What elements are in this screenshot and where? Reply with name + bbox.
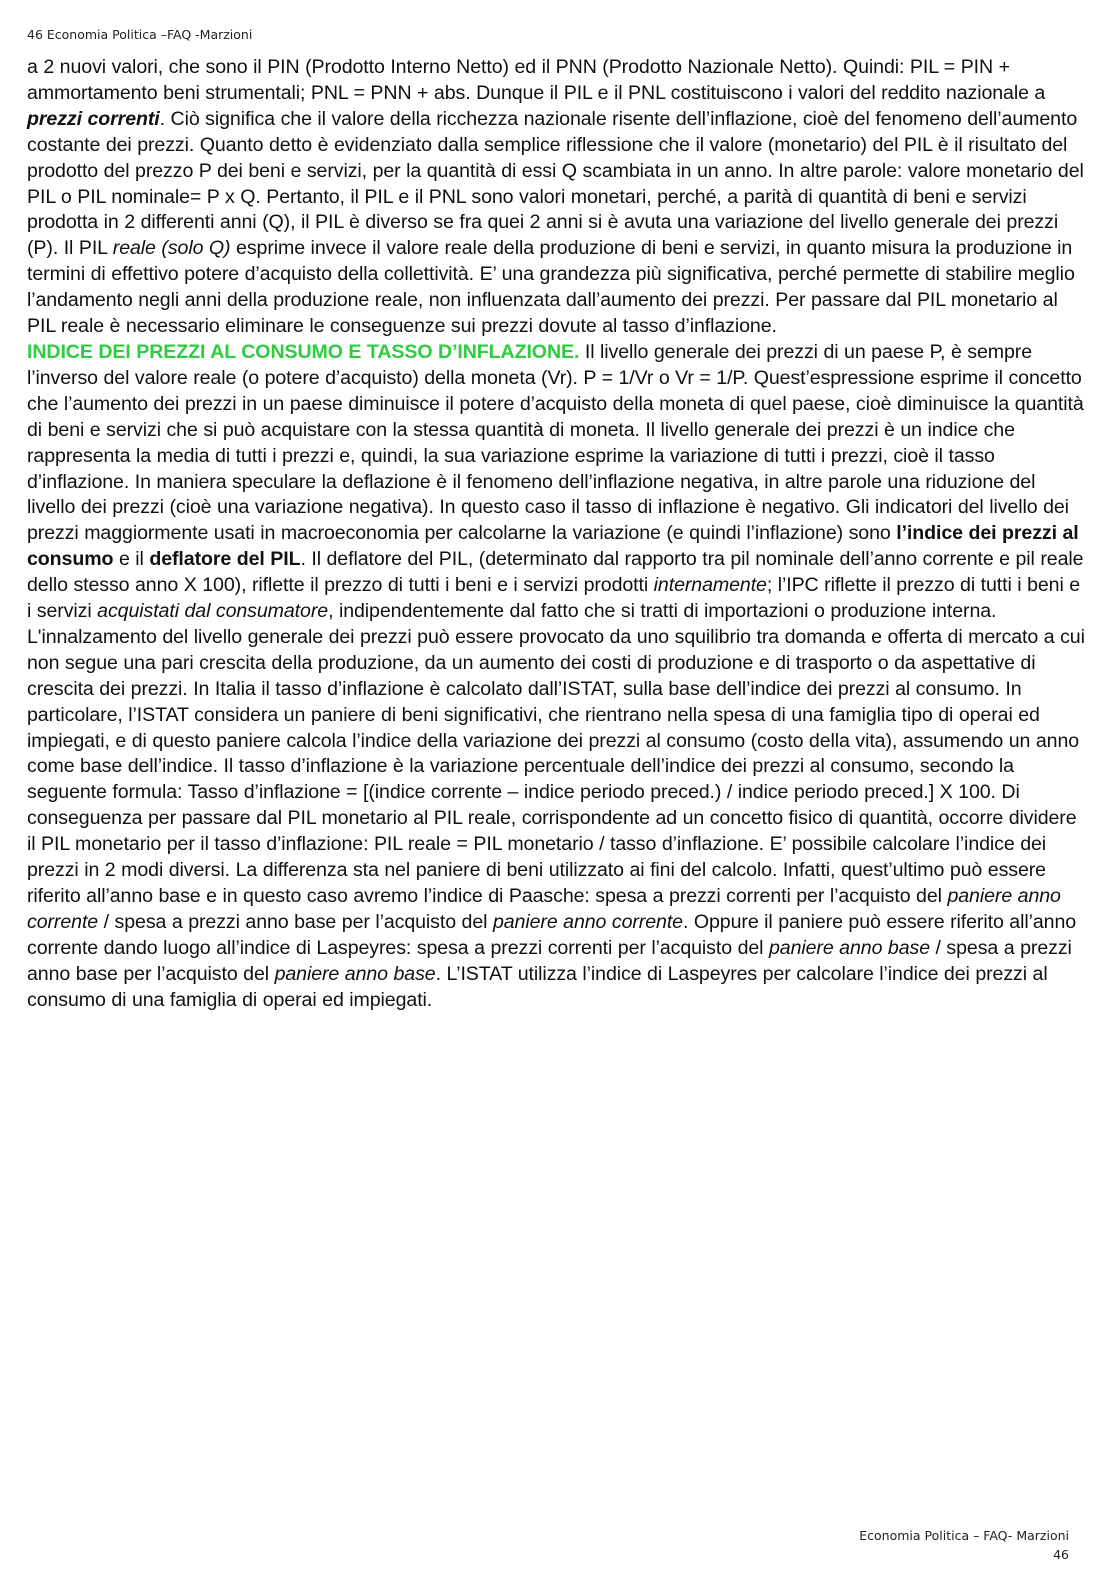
paragraph-indice-prezzi: [27, 340, 1089, 1014]
text-run: . L’ISTAT utilizza l’indice di Laspeyres per calcolare l’indice dei prezzi al consumo di una famiglia di operai ed impiegati.: [27, 962, 1048, 1011]
text-run: e il: [113, 548, 150, 571]
text-run: . Oppure il paniere può essere riferito all’anno corrente dando luogo all’indice di Laspeyres: spesa a prezzi correnti per l’acquisto del: [27, 910, 1077, 959]
section-heading: INDICE DEI PREZZI AL CONSUMO E TASSO D’INFLAZIONE.: [27, 340, 580, 363]
text-run: esprime invece il valore reale della produzione di beni e servizi, in quanto misura la produzione in termini di effettivo potere d’acquisto della collettività. E’ una grandezza più significativa, perché permette di stabilire meglio l’andamento negli anni della produzione reale, non influenzata dall’aumento dei prezzi. Per passare dal PIL monetario al PIL reale è necessario eliminare le conseguenze sui prezzi dovute al tasso d’inflazione.: [27, 237, 1075, 338]
emphasis-reale: reale (solo Q): [112, 237, 231, 260]
bold-ipc: l’indice dei prezzi al consumo: [27, 522, 1079, 571]
document-body: [27, 55, 1089, 1014]
text-run: ; l’IPC riflette il prezzo di tutti i beni e i servizi: [27, 574, 1081, 623]
page-number: 46: [1053, 1547, 1069, 1562]
page-footer: [859, 1526, 1069, 1564]
emphasis-paniere: paniere anno corrente: [27, 885, 1061, 933]
bold-deflatore: deflatore del PIL: [149, 548, 301, 571]
text-run: Il livello generale dei prezzi di un paese P, è sempre l’inverso del valore reale (o potere d’acquisto) della moneta (Vr). P = 1/Vr o Vr = 1/P. Quest’espressione esprime il concetto che l’aumento dei prezzi in un paese diminuisce il potere d’acquisto della moneta di quel paese, cioè diminuisce la quantità di beni e servizi che si può acquistare con la stessa quantità di moneta. Il livello generale dei prezzi è un indice che rappresenta la media di tutti i prezzi e, quindi, la sua variazione esprime la variazione di tutti i prezzi, cioè il tasso d’inflazione. In maniera speculare la deflazione è il fenomeno dell’inflazione negativa, in altre parole una riduzione del livello dei prezzi (cioè una variazione negativa). In questo caso il tasso di inflazione è negativo. Gli indicatori del livello dei prezzi maggiormente usati in macroeconomia per calcolarne la variazione (e quindi l’inflazione) sono: [27, 340, 1084, 545]
emphasis-paniere: paniere anno base: [274, 962, 436, 985]
page-header: 46 Economia Politica –FAQ -Marzioni: [27, 27, 253, 42]
text-run: . Ciò significa che il valore della ricchezza nazionale risente dell’inflazione, cioè del fenomeno dell’aumento costante dei prezzi. Quanto detto è evidenziato dalla semplice riflessione che il valore (monetario) del PIL è il risultato del prodotto del prezzo P dei beni e servizi, per la quantità di essi Q scambiata in un anno. In altre parole: valore monetario del PIL o PIL nominale= P x Q. Pertanto, il PIL e il PNL sono valori monetari, perché, a parità di quantità di beni e servizi prodotta in 2 differenti anni (Q), il PIL è diverso se fra quei 2 anni si è avuta una variazione del livello generale dei prezzi (P). Il PIL: [27, 107, 1084, 260]
text-run: / spesa a prezzi anno base per l’acquisto del: [98, 910, 493, 933]
emphasis-paniere: paniere anno corrente: [492, 910, 683, 933]
emphasis-paniere: paniere anno base: [768, 936, 930, 959]
text-run: / spesa a prezzi anno base per l’acquisto del: [27, 936, 1072, 985]
paragraph-pil-nominale: [27, 55, 1089, 340]
text-run: , indipendentemente dal fatto che si tratti di importazioni o produzione interna. L'innalzamento del livello generale dei prezzi può essere provocato da uno squilibrio tra domanda e offerta di mercato a cui non segue una pari crescita della produzione, da un aumento dei costi di produzione e di trasporto o da aspettative di crescita dei prezzi. In Italia il tasso d’inflazione è calcolato dall’ISTAT, sulla base dell’indice dei prezzi al consumo. In particolare, l’ISTAT considera un paniere di beni significativi, che rientrano nella spesa di una famiglia tipo di operai ed impiegati, e di questo paniere calcola l’indice della variazione dei prezzi al consumo (costo della vita), assumendo un anno come base dell’indice. Il tasso d’inflazione è la variazione percentuale dell’indice dei prezzi al consumo, secondo la seguente formula: Tasso d’inflazione = [(indice corrente – indice periodo preced.) / indice periodo preced.] X 100. Di conseguenza per passare dal PIL monetario al PIL reale, corrispondente ad un concetto fisico di quantità, occorre dividere il PIL monetario per il tasso d’inflazione: PIL reale = PIL monetario / tasso d’inflazione. E’ possibile calcolare l’indice dei prezzi in 2 modi diversi. La differenza sta nel paniere di beni utilizzato ai fini del calcolo. Infatti, quest’ultimo può essere riferito all’anno base e in questo caso avremo l’indice di Paasche: spesa a prezzi correnti per l’acquisto del: [27, 600, 1085, 907]
footer-title: Economia Politica – FAQ- Marzioni: [859, 1528, 1069, 1543]
emphasis-prezzi-correnti: prezzi correnti: [27, 107, 160, 130]
emphasis-acquistati: acquistati dal consumatore: [97, 600, 329, 623]
text-run: . Il deflatore del PIL, (determinato dal rapporto tra pil nominale dell’anno corrente e pil reale dello stesso anno X 100), riflette il prezzo di tutti i beni e i servizi prodotti: [27, 548, 1084, 597]
emphasis-internamente: internamente: [653, 574, 767, 597]
text-run: a 2 nuovi valori, che sono il PIN (Prodotto Interno Netto) ed il PNN (Prodotto Nazionale Netto). Quindi: PIL = PIN + ammortamento beni strumentali; PNL = PNN + abs. Dunque il PIL e il PNL costituiscono i valori del reddito nazionale a: [27, 56, 1046, 104]
